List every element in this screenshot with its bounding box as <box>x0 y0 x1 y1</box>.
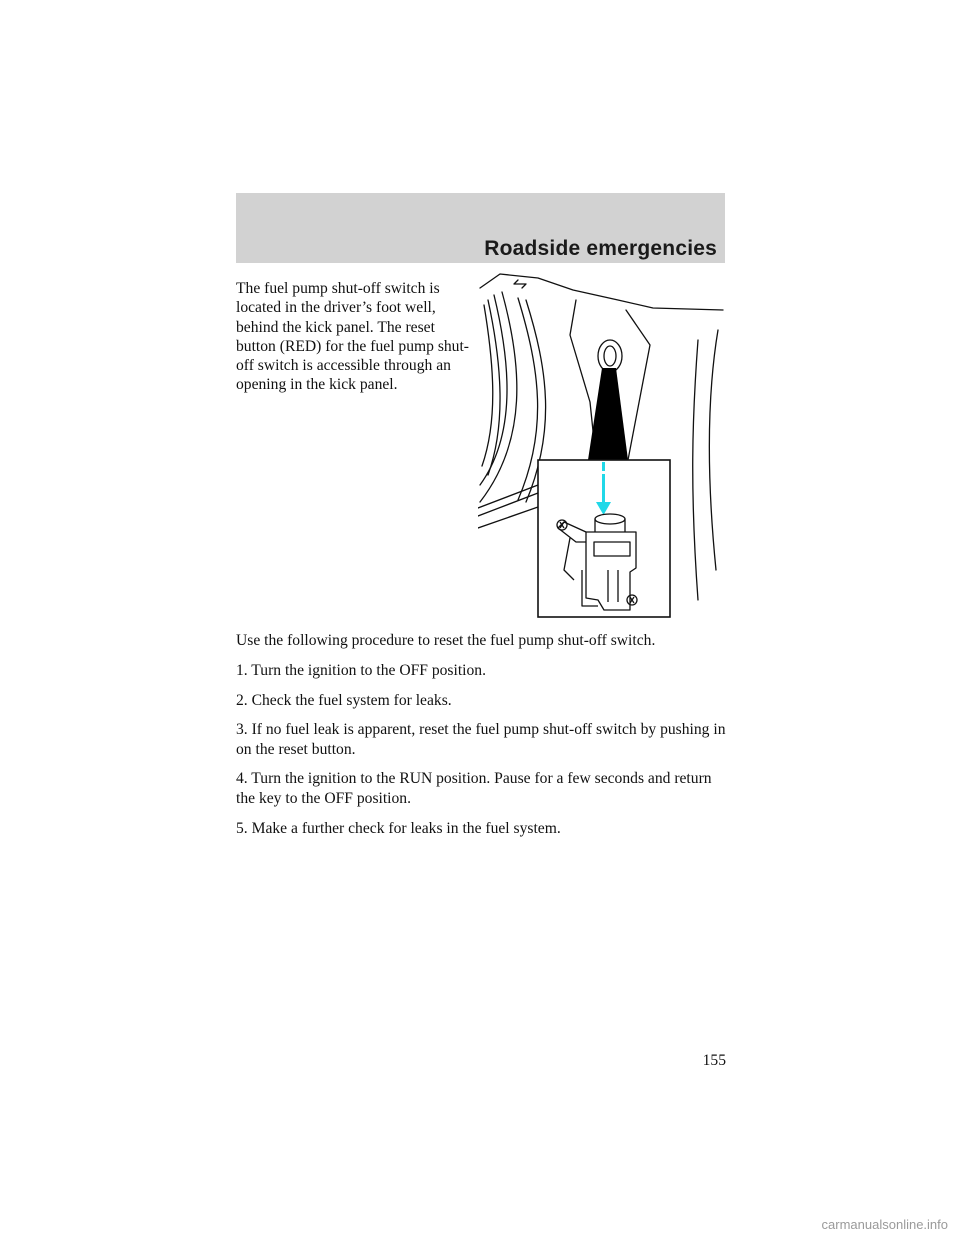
procedure-step: 5. Make a further check for leaks in the fuel system. <box>236 819 561 837</box>
section-header-band <box>236 193 725 263</box>
pointer-wedge <box>588 368 628 460</box>
procedure-step: 1. Turn the ignition to the OFF position. <box>236 661 486 679</box>
intro-paragraph: The fuel pump shut-off switch is located in the driver’s foot well, behind the kick panel. The reset button (RED) for the fuel pump shut-off switch is accessible through an opening in the kick panel. <box>236 280 470 394</box>
procedure-section <box>236 631 726 848</box>
fuel-pump-switch-illustration <box>478 270 728 622</box>
section-title: Roadside emergencies <box>484 237 717 260</box>
procedure-lead: Use the following procedure to reset the fuel pump shut-off switch. <box>236 632 656 649</box>
procedure-step: 2. Check the fuel system for leaks. <box>236 691 452 709</box>
procedure-step: 3. If no fuel leak is apparent, reset the fuel pump shut-off switch by pushing in on the reset button. <box>236 721 726 758</box>
page-number: 155 <box>702 1052 726 1069</box>
watermark-text: carmanualsonline.info <box>821 1217 948 1232</box>
procedure-step: 4. Turn the ignition to the RUN position. Pause for a few seconds and return the key to the OFF position. <box>236 770 712 807</box>
